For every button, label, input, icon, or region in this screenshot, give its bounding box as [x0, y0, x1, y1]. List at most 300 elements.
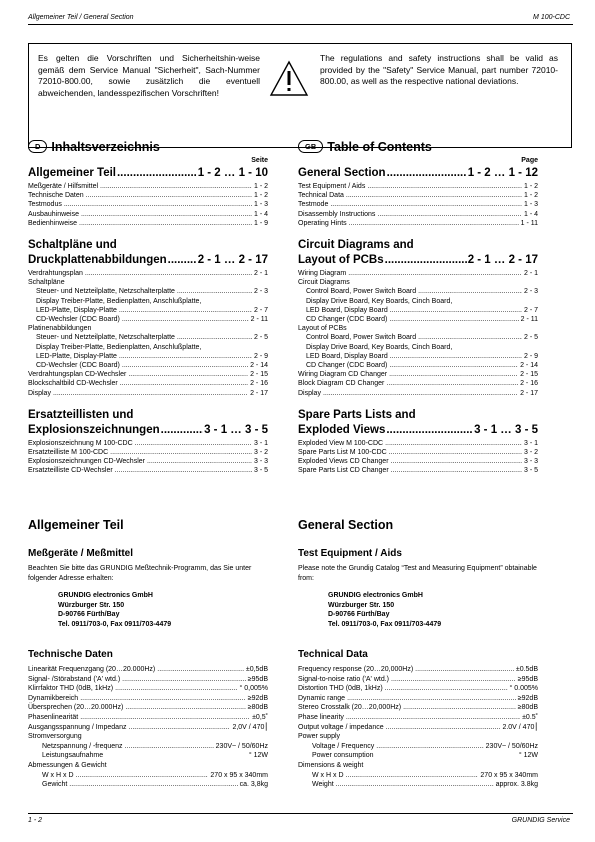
toc-entry-text: Display Treiber-Platte, Bedienplatten, Anschlußplatte,	[36, 297, 202, 305]
spec-row-value: approx. 3.8kg	[495, 781, 538, 789]
spec-row	[28, 694, 268, 704]
dot-leader	[203, 343, 266, 352]
toc-list	[298, 182, 538, 228]
spec-row	[298, 761, 538, 771]
dot-leader	[122, 361, 248, 370]
dot-leader	[386, 423, 473, 438]
dot-leader	[93, 324, 266, 333]
toc-entry-page: 2 - 17	[250, 389, 268, 397]
toc-entry-text: Steuer- und Netzteilplatte, Netzschalterplatte	[36, 334, 175, 342]
toc-entry-page: 2 - 5	[523, 334, 538, 342]
warning-triangle-icon	[269, 60, 309, 98]
toc-entry-text: Block Diagram CD Changer	[298, 380, 385, 388]
general-section-english	[298, 518, 538, 790]
spec-row-value: 2,0V / 470⎮	[232, 723, 268, 731]
toc-entry-page: 2 - 7	[253, 306, 268, 314]
dot-leader	[69, 780, 237, 790]
technical-data-heading: Technische Daten	[28, 649, 113, 660]
dot-leader	[375, 751, 516, 761]
spec-row-text: W x H x D	[312, 771, 344, 779]
dot-leader	[330, 200, 522, 209]
group-pages: 1 - 2 … 1 - 12	[467, 167, 538, 179]
language-badge: GB	[298, 140, 323, 153]
header-rule	[28, 24, 573, 25]
toc-entry-text: CD-Wechsler (CDC Board)	[36, 316, 120, 324]
spec-row	[28, 771, 268, 781]
dot-leader	[117, 166, 197, 181]
language-badge: D	[28, 140, 47, 153]
group-title-text: General Section	[298, 167, 386, 179]
toc-entry-page: 1 - 11	[520, 219, 538, 227]
spec-row-text: Netzspannung / -frequenz	[42, 742, 123, 750]
toc-entry-text: Technische Daten	[28, 192, 84, 200]
toc-title: Inhaltsverzeichnis	[51, 140, 160, 154]
toc-entry	[28, 278, 268, 287]
dot-leader	[454, 343, 536, 352]
toc-entry	[298, 361, 538, 370]
spec-row-text: Leistungsaufnahme	[42, 752, 104, 760]
equipment-heading: Meßgeräte / Meßmittel	[28, 548, 134, 559]
toc-entry-page: 3 - 1	[523, 439, 538, 447]
toc-entry	[28, 315, 268, 324]
spec-row-value: 270 x 95 x 340mm	[480, 771, 538, 779]
spec-row	[298, 751, 538, 761]
toc-entry	[28, 439, 268, 448]
spec-row-value: ° 0,005%	[239, 685, 268, 693]
dot-leader	[122, 675, 246, 685]
toc-entry-page: 3 - 3	[253, 458, 268, 466]
toc-entry-page: 2 - 7	[523, 306, 538, 314]
toc-entry	[298, 466, 538, 475]
header-left: Allgemeiner Teil / General Section	[28, 14, 134, 21]
spec-row-text: Power consumption	[312, 752, 374, 760]
toc-entry	[298, 306, 538, 315]
spec-row	[298, 665, 538, 675]
spec-row-text: Dynamikbereich	[28, 694, 79, 702]
toc-entry-text: Explosionszeichnungen CD-Wechsler	[28, 458, 145, 466]
toc-entry-text: Testmode	[298, 201, 329, 209]
toc-entry-page: 1 - 2	[253, 183, 268, 190]
toc-entry	[28, 287, 268, 296]
toc-entry-text: Display Drive Board, Key Boards, Cinch Board,	[306, 297, 453, 305]
dot-leader	[349, 219, 519, 228]
dot-leader	[80, 694, 246, 704]
dot-leader	[84, 732, 266, 742]
toc-entry	[28, 324, 268, 333]
toc-entry-page: 2 - 11	[520, 316, 538, 324]
toc-entry-text: Verdrahtungsplan CD-Wechsler	[28, 371, 127, 379]
group-pages: 3 - 1 … 3 - 5	[474, 423, 538, 436]
toc-entry	[28, 333, 268, 342]
toc-heading	[28, 140, 268, 154]
spec-row	[28, 751, 268, 761]
toc-german	[28, 140, 268, 476]
dot-leader	[120, 379, 248, 388]
toc-entry-page: 3 - 1	[253, 439, 268, 447]
spec-row-text: Ausgangsspannung / Impedanz	[28, 723, 127, 731]
section-title: General Section	[298, 518, 394, 532]
dot-leader	[203, 297, 266, 306]
toc-entry-text: Control Board, Power Switch Board	[306, 334, 417, 342]
toc-entry-text: Operating Hints	[298, 219, 347, 227]
dot-leader	[161, 423, 203, 438]
toc-entry-text: Ersatzteilliste CD-Wechsler	[28, 467, 113, 475]
toc-entry-page: 1 - 3	[523, 201, 538, 209]
toc-entry	[28, 466, 268, 475]
toc-entry-page: 2 - 3	[523, 288, 538, 296]
toc-entry	[28, 210, 268, 219]
dot-leader	[389, 315, 518, 324]
group-title	[298, 166, 538, 181]
toc-list	[298, 439, 538, 476]
toc-heading	[298, 140, 538, 154]
dot-leader	[80, 713, 250, 723]
spec-list	[298, 665, 538, 790]
toc-entry	[298, 389, 538, 398]
spec-row	[298, 675, 538, 685]
toc-entry-text: Verdrahtungsplan	[28, 270, 83, 278]
address-line: D-90766 Fürth/Bay	[328, 611, 390, 618]
toc-entry	[298, 200, 538, 209]
spec-row-value: ≥95dB	[247, 675, 268, 683]
toc-group	[28, 408, 268, 476]
dot-leader	[365, 761, 536, 771]
toc-entry-text: Wiring Diagram CD Changer	[298, 371, 388, 379]
toc-entry-page: 2 - 14	[520, 362, 538, 370]
toc-entry	[298, 287, 538, 296]
dot-leader	[349, 324, 536, 333]
dot-leader	[177, 333, 252, 342]
toc-entry-text: Meßgeräte / Hilfsmittel	[28, 183, 99, 190]
spec-row-value: ±0,5˚	[252, 713, 268, 721]
spec-row-value: ca. 3,8kg	[239, 781, 268, 789]
spec-list	[28, 665, 268, 790]
toc-entry-text: LED Board, Display Board	[306, 306, 388, 314]
toc-entry-text: Ausbauhinweise	[28, 210, 79, 218]
toc-list	[28, 269, 268, 398]
dot-leader	[128, 370, 248, 379]
general-section-german	[28, 518, 268, 790]
group-title	[298, 253, 538, 268]
spec-row	[28, 665, 268, 675]
toc-entry	[28, 343, 268, 352]
group-title-text: Druckplattenabbildungen	[28, 254, 167, 267]
spec-row-text: Voltage / Frequency	[312, 742, 375, 750]
group-title-text: Explosionszeichnungen	[28, 423, 160, 436]
spec-row-value: ≥80dB	[517, 704, 538, 712]
toc-group	[28, 238, 268, 398]
toc-entry-text: CD-Wechsler (CDC Board)	[36, 362, 120, 370]
toc-entry	[298, 379, 538, 388]
group-title	[28, 253, 268, 268]
dot-leader	[376, 742, 483, 752]
dot-leader	[385, 253, 467, 268]
toc-entry-text: Blockschaltbild CD-Wechsler	[28, 380, 118, 388]
group-title-text: Exploded Views	[298, 423, 386, 436]
spec-row-value: ≥92dB	[247, 694, 268, 702]
dot-leader	[391, 466, 522, 475]
toc-list	[28, 439, 268, 476]
dot-leader	[79, 219, 252, 228]
toc-entry-text: Display	[28, 389, 51, 397]
spec-row-value: ° 0.005%	[509, 685, 538, 693]
toc-entry-text: Explosionszeichnung M 100-CDC	[28, 439, 133, 447]
dot-leader	[125, 742, 214, 752]
group-title-text: Layout of PCBs	[298, 254, 384, 267]
spec-row	[298, 780, 538, 790]
spec-row-text: Phasenlinearität	[28, 713, 79, 721]
dot-leader	[115, 684, 237, 694]
dot-leader	[125, 703, 245, 713]
spec-row-value: 230V~ / 50/60Hz	[485, 742, 538, 750]
group-pages: 1 - 2 … 1 - 10	[197, 167, 268, 179]
toc-entry-page: 3 - 2	[253, 449, 268, 457]
dot-leader	[348, 269, 522, 278]
spec-row-text: Klirrfaktor THD (0dB, 1kHz)	[28, 685, 114, 693]
toc-entry-text: Layout of PCBs	[298, 325, 347, 333]
toc-entry	[298, 269, 538, 278]
spec-row-text: Stereo Crosstalk (20…20,000Hz)	[298, 704, 402, 712]
spec-row-value: ≥95dB	[517, 675, 538, 683]
spec-row-text: Dynamic range	[298, 694, 346, 702]
dot-leader	[119, 306, 252, 315]
toc-entry-page: 3 - 2	[523, 449, 538, 457]
toc-entry-page: 2 - 16	[250, 380, 268, 388]
toc-entry	[28, 191, 268, 200]
dot-leader	[109, 761, 266, 771]
spec-row-text: Output voltage / impedance	[298, 723, 384, 731]
group-title	[298, 423, 538, 438]
group-title-line1: Schaltpläne und	[28, 239, 117, 252]
toc-group	[298, 408, 538, 476]
toc-entry-text: LED-Platte, Display-Platte	[36, 306, 117, 314]
toc-entry-text: Schaltpläne	[28, 279, 65, 287]
spec-row-text: Signal- /Störabstand ('A' wtd.)	[28, 675, 121, 683]
toc-entry-page: 2 - 1	[523, 270, 538, 278]
spec-row	[28, 684, 268, 694]
dot-leader	[403, 703, 516, 713]
toc-entry-page: 3 - 5	[523, 467, 538, 475]
toc-entry-page: 3 - 5	[253, 467, 268, 475]
address-line: GRUNDIG electronics GmbH	[328, 592, 423, 599]
toc-entry-page: 1 - 9	[253, 219, 268, 227]
dot-leader	[389, 370, 518, 379]
toc-entry	[28, 269, 268, 278]
toc-entry-page: 1 - 4	[253, 210, 268, 218]
toc-entry-text: Control Board, Power Switch Board	[306, 288, 417, 296]
page-column-label: Page	[521, 157, 538, 164]
dot-leader	[67, 278, 266, 287]
toc-entry	[298, 210, 538, 219]
group-pages: 3 - 1 … 3 - 5	[204, 423, 268, 436]
spec-row	[28, 742, 268, 752]
group-title	[28, 166, 268, 181]
equipment-text: Beachten Sie bitte das GRUNDIG Meßtechnik-Programm, das Sie unter folgender Adresse erhalten:	[28, 565, 252, 582]
toc-entry-page: 2 - 14	[250, 362, 268, 370]
group-title-line1: Circuit Diagrams and	[298, 239, 414, 252]
spec-row	[28, 732, 268, 742]
spec-row	[28, 723, 268, 733]
spec-row-value: ±0.5dB	[515, 666, 538, 673]
dot-leader	[386, 379, 518, 388]
spec-row-text: Gewicht	[42, 781, 68, 789]
dot-leader	[177, 287, 252, 296]
toc-entry-page: 1 - 4	[523, 210, 538, 218]
dot-leader	[128, 723, 230, 733]
toc-entry-text: Display Treiber-Platte, Bedienplatten, Anschlußplatte,	[36, 343, 202, 351]
toc-entry	[298, 182, 538, 191]
toc-entry	[298, 448, 538, 457]
spec-row	[298, 771, 538, 781]
dot-leader	[389, 361, 518, 370]
toc-entry	[298, 297, 538, 306]
address-line: Tel. 0911/703-0, Fax 0911/703-4479	[328, 620, 442, 628]
spec-row-text: Signal-to-noise ratio ('A' wtd.)	[298, 675, 389, 683]
dot-leader	[135, 439, 252, 448]
toc-list	[28, 182, 268, 228]
spec-row	[28, 713, 268, 723]
equipment-text: Please note the Grundig Catalog “Test and Measuring Equipment” obtainable from:	[298, 565, 537, 582]
spec-row-value: 270 x 95 x 340mm	[210, 771, 268, 779]
spec-row-text: Power supply	[298, 733, 341, 741]
toc-entry-text: Technical Data	[298, 192, 344, 200]
dot-leader	[454, 297, 536, 306]
toc-entry	[298, 191, 538, 200]
address-line: Würzburger Str. 150	[328, 601, 395, 609]
spec-row-text: Übersprechen (20…20.000Hz)	[28, 704, 124, 712]
footer-rule	[28, 813, 573, 814]
spec-row	[298, 703, 538, 713]
dot-leader	[122, 315, 249, 324]
toc-entry	[298, 278, 538, 287]
address-line: GRUNDIG electronics GmbH	[58, 592, 153, 599]
toc-entry	[298, 439, 538, 448]
toc-title: Table of Contents	[327, 140, 432, 154]
toc-entry	[28, 361, 268, 370]
spec-row	[298, 694, 538, 704]
toc-entry-page: 2 - 16	[520, 380, 538, 388]
equipment-heading: Test Equipment / Aids	[298, 548, 402, 559]
toc-entry-page: 2 - 3	[253, 288, 268, 296]
toc-entry	[298, 343, 538, 352]
toc-entry-text: Spare Parts List M 100-CDC	[298, 449, 387, 457]
dot-leader	[168, 253, 197, 268]
page-column-label: Seite	[251, 157, 268, 164]
toc-entry	[298, 324, 538, 333]
toc-entry	[28, 219, 268, 228]
toc-group	[28, 166, 268, 228]
toc-entry-text: Spare Parts List CD Changer	[298, 467, 389, 475]
spec-row	[298, 684, 538, 694]
toc-entry	[298, 315, 538, 324]
dot-leader	[346, 713, 520, 723]
address-block	[58, 591, 268, 629]
dot-leader	[110, 448, 252, 457]
toc-entry	[28, 379, 268, 388]
toc-entry-text: Disassembly Instructions	[298, 210, 376, 218]
spec-row	[298, 732, 538, 742]
toc-entry-page: 3 - 3	[523, 458, 538, 466]
warning-text-de: Es gelten die Vorschriften und Sicherheitshin-weise gemäß dem Service Manual "Sicherheit", Sach-Nummer 72010-800.00, sowie zusätzlich die eventuell abweichenden, landesspezifischen Vorschriften!	[38, 53, 260, 98]
toc-entry	[28, 370, 268, 379]
dot-leader	[85, 269, 252, 278]
spec-row-text: W x H x D	[42, 771, 74, 779]
group-pages: 2 - 1 … 2 - 17	[467, 254, 538, 267]
dot-leader	[385, 684, 508, 694]
dot-leader	[147, 457, 252, 466]
footer-left: 1 - 2	[28, 817, 43, 824]
section-title: Allgemeiner Teil	[28, 518, 124, 532]
spec-row-text: Linearität Frequenzgang (20…20.000Hz)	[28, 666, 156, 673]
dot-leader	[323, 389, 518, 398]
toc-entry	[28, 448, 268, 457]
toc-entry-text: CD Changer (CDC Board)	[306, 316, 388, 324]
spec-row	[28, 703, 268, 713]
toc-entry	[28, 352, 268, 361]
toc-entry-page: 1 - 3	[253, 201, 268, 209]
toc-entry-text: LED-Platte, Display-Platte	[36, 352, 117, 360]
footer-right: GRUNDIG Service	[511, 817, 570, 824]
toc-entry	[28, 200, 268, 209]
dot-leader	[346, 191, 522, 200]
dot-leader	[386, 723, 501, 733]
dot-leader	[86, 191, 252, 200]
address-line: Tel. 0911/703-0, Fax 0911/703-4479	[58, 620, 172, 628]
spec-row	[28, 675, 268, 685]
toc-entry-text: LED Board, Display Board	[306, 352, 388, 360]
dot-leader	[390, 352, 522, 361]
toc-entry-text: CD Changer (CDC Board)	[306, 362, 388, 370]
toc-entry-text: Circuit Diagrams	[298, 279, 350, 287]
spec-row	[28, 780, 268, 790]
dot-leader	[418, 333, 522, 342]
spec-row	[298, 723, 538, 733]
dot-leader	[347, 694, 516, 704]
toc-entry-page: 1 - 2	[523, 192, 538, 200]
toc-group	[298, 238, 538, 398]
header-right: M 100-CDC	[533, 14, 570, 21]
toc-entry-text: Exploded View M 100-CDC	[298, 439, 384, 447]
dot-leader	[391, 457, 522, 466]
toc-entry	[28, 306, 268, 315]
dot-leader	[391, 675, 516, 685]
toc-entry	[28, 297, 268, 306]
toc-entry	[298, 457, 538, 466]
spec-row-text: Stromversorgung	[28, 733, 82, 741]
dot-leader	[418, 287, 522, 296]
toc-entry-page: 2 - 11	[250, 316, 268, 324]
spec-row-text: Dimensions & weight	[298, 761, 364, 769]
toc-entry	[298, 370, 538, 379]
dot-leader	[367, 182, 522, 191]
toc-entry	[298, 333, 538, 342]
spec-row-text: Phase linearity	[298, 713, 344, 721]
toc-entry-text: Display Drive Board, Key Boards, Cinch Board,	[306, 343, 453, 351]
spec-row-value: 2.0V / 470⎮	[502, 723, 538, 731]
dot-leader	[157, 665, 244, 675]
spec-row-text: Weight	[312, 781, 334, 789]
group-pages: 2 - 1 … 2 - 17	[197, 254, 268, 267]
toc-entry-text: Exploded Views CD Changer	[298, 458, 389, 466]
spec-row-value: ° 12W	[518, 752, 538, 760]
dot-leader	[115, 466, 252, 475]
warning-text-en: The regulations and safety instructions shall be valid as provided by the "Safety" Service Manual, part number 72010-800.00, as well as the respective national deviations.	[320, 53, 558, 87]
technical-data-heading: Technical Data	[298, 649, 368, 660]
toc-entry-page: 2 - 15	[520, 371, 538, 379]
toc-entry	[28, 389, 268, 398]
spec-row-text: Distortion THD (0dB, 1kHz)	[298, 685, 383, 693]
dot-leader	[415, 665, 514, 675]
